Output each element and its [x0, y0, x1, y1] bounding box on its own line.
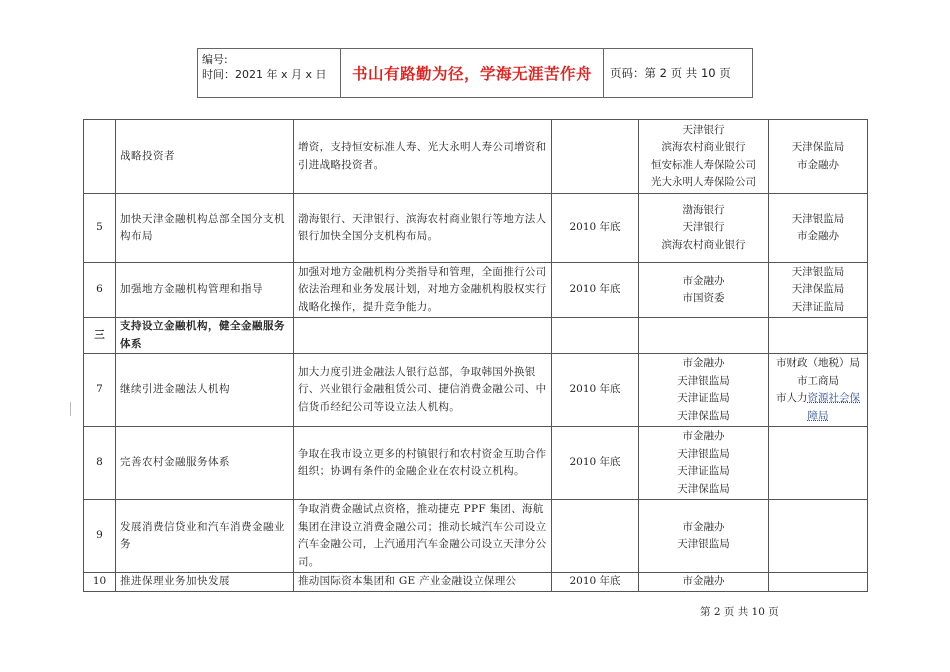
lead-unit: 光大永明人寿保险公司: [651, 176, 756, 188]
lead-unit: 市金融办: [682, 520, 725, 533]
coop-unit-part: 市人力: [776, 392, 808, 404]
task-name: 推进保理业务加快发展: [116, 573, 294, 592]
task-content: 加大力度引进金融法人银行总部，争取韩国外换银行、兴业银行金融租赁公司、捷信消费金融公司、中信货币经纪公司等设立法人机构。: [294, 354, 552, 427]
lead-unit: 天津保监局: [677, 482, 730, 495]
task-content: 加强对地方金融机构分类指导和管理，全面推行公司依法治理和业务发展计划，对地方金融机构股权实行战略化操作，提升竞争能力。: [294, 263, 552, 318]
deadline: 2010 年底: [552, 354, 639, 427]
lead-units: [639, 500, 769, 573]
coop-unit: 市金融办: [797, 230, 839, 242]
table-row: [84, 500, 868, 573]
lead-unit: 天津证监局: [677, 465, 730, 477]
lead-unit: 天津银监局: [677, 374, 730, 387]
coop-units: [769, 194, 868, 263]
task-content: 推动国际资本集团和 GE 产业金融设立保理公: [294, 573, 552, 592]
lead-unit: 市金融办: [682, 274, 725, 287]
coop-unit: [773, 390, 863, 425]
time-label: 时间：2021 年 x 月 x 日: [202, 68, 327, 81]
lead-unit: 市金融办: [682, 575, 725, 587]
coop-units: [769, 120, 868, 194]
deadline: [552, 500, 639, 573]
table-row: [84, 573, 868, 592]
coop-unit: 市金融办: [797, 158, 839, 171]
section-title: 支持设立金融机构，健全金融服务体系: [116, 318, 294, 354]
lead-unit: 滨海农村商业银行: [661, 238, 746, 251]
coop-unit: 天津保监局: [791, 141, 845, 153]
lead-units: [639, 318, 769, 354]
header-meta: [198, 49, 341, 97]
lead-units: [639, 120, 769, 194]
lead-unit: 市国资委: [682, 292, 725, 304]
margin-mark: [70, 402, 71, 416]
table-row: [84, 354, 868, 427]
lead-unit: 天津银监局: [677, 538, 730, 550]
coop-units: [769, 573, 868, 592]
coop-units: [769, 500, 868, 573]
deadline: 2010 年底: [552, 194, 639, 263]
lead-unit: 滨海农村商业银行: [661, 141, 746, 153]
task-name: 加快天津金融机构总部全国分支机构布局: [116, 194, 294, 263]
coop-unit: 市工商局: [797, 374, 839, 387]
task-content: 增资，支持恒安标准人寿、光大永明人寿公司增资和引进战略投资者。: [294, 120, 552, 194]
lead-unit: 天津保监局: [677, 409, 730, 422]
coop-units: [769, 318, 868, 354]
coop-unit: 天津保监局: [791, 283, 845, 296]
section-row: [84, 318, 868, 354]
task-content: 渤海银行、天津银行、滨海农村商业银行等地方法人银行加快全国分支机构布局。: [294, 194, 552, 263]
lead-units: [639, 354, 769, 427]
lead-unit: 恒安标准人寿保险公司: [651, 158, 756, 171]
coop-unit: 天津银监局: [791, 265, 845, 278]
task-content: 争取在我市设立更多的村镇银行和农村资金互助合作组织；协调有条件的金融企业在农村设立机构。: [294, 427, 552, 500]
task-content: 争取消费金融试点资格，推动捷克 PPF 集团、海航集团在津设立消费金融公司；推动长城汽车公司设立汽车金融公司，上汽通用汽车金融公司设立天津分公司。: [294, 500, 552, 573]
code-label: 编号:: [202, 53, 228, 66]
table-row: [84, 427, 868, 500]
deadline: [552, 318, 639, 354]
deadline: 2010 年底: [552, 573, 639, 592]
coop-units: [769, 263, 868, 318]
table-row: [84, 263, 868, 318]
task-table: [83, 119, 868, 592]
lead-unit: 天津银行: [682, 123, 725, 136]
header-motto: 书山有路勤为径，学海无涯苦作舟: [341, 49, 604, 97]
lead-unit: 渤海银行: [682, 203, 725, 216]
row-number: 9: [84, 500, 116, 573]
lead-units: [639, 573, 769, 592]
row-number: 8: [84, 427, 116, 500]
page-footer: 第 2 页 共 10 页: [700, 606, 779, 618]
task-name: 继续引进金融法人机构: [116, 354, 294, 427]
lead-units: [639, 263, 769, 318]
lead-units: [639, 427, 769, 500]
coop-units: [769, 354, 868, 427]
task-name: 完善农村金融服务体系: [116, 427, 294, 500]
table-row: [84, 194, 868, 263]
deadline: 2010 年底: [552, 263, 639, 318]
task-content: [294, 318, 552, 354]
lead-unit: 天津银行: [682, 221, 725, 234]
task-name: 战略投资者: [116, 120, 294, 194]
coop-unit: 市财政（地税）局: [776, 357, 860, 369]
deadline: 2010 年底: [552, 427, 639, 500]
lead-unit: 市金融办: [682, 430, 725, 442]
row-number: 7: [84, 354, 116, 427]
page-header: [197, 48, 753, 98]
row-number: 5: [84, 194, 116, 263]
coop-unit: 天津证监局: [791, 300, 845, 313]
coop-units: [769, 427, 868, 500]
row-number: [84, 120, 116, 194]
coop-unit: 天津银监局: [791, 212, 845, 225]
row-number: 6: [84, 263, 116, 318]
tracked-change-text: 资源社会保障局: [807, 392, 860, 422]
row-number: 10: [84, 573, 116, 592]
deadline: [552, 120, 639, 194]
task-name: 加强地方金融机构管理和指导: [116, 263, 294, 318]
lead-unit: 天津银监局: [677, 447, 730, 460]
header-page-info: 页码：第 2 页 共 10 页: [610, 66, 731, 80]
lead-unit: 市金融办: [682, 357, 725, 369]
table-row: [84, 120, 868, 194]
lead-units: [639, 194, 769, 263]
lead-unit: 天津证监局: [677, 392, 730, 404]
task-name: 发展消费信贷业和汽车消费金融业务: [116, 500, 294, 573]
section-number: 三: [84, 318, 116, 354]
